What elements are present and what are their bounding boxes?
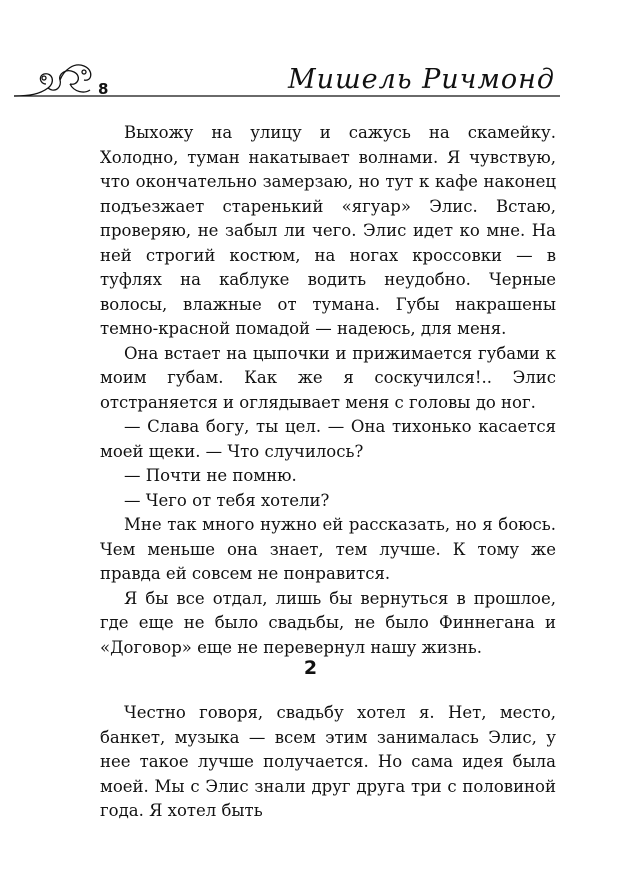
author-name: Мишель Ричмонд	[288, 64, 555, 95]
running-header	[0, 50, 621, 110]
body-text	[100, 121, 556, 660]
paragraph: Выхожу на улицу и сажусь на скамейку. Холодно, туман накатывает волнами. Я чувствую, что окончательно замерзаю, но тут к кафе наконец подъезжает старенький «ягуар» Элис. Встаю, проверяю, не забыл ли чего. Элис идет ко мне. На ней строгий костюм, на ногах кроссовки — в туфлях на каблуке водить неудобно. Черные волосы, влажные от тумана. Губы накрашены темно-красной помадой — надеюсь, для меня.	[100, 123, 556, 338]
paragraph: — Почти не помню.	[124, 466, 297, 485]
paragraph: — Чего от тебя хотели?	[124, 490, 330, 510]
paragraph: Она встает на цыпочки и прижимается губами к моим губам. Как же я соскучился!.. Элис отстраняется и оглядывает меня с головы до ног.	[100, 343, 556, 412]
paragraph: Честно говоря, свадьбу хотел я. Нет, место, банкет, музыка — всем этим занималась Элис, у нее такое лучше получается. Но сама идея была моей. Мы с Элис знали друг друга три с половиной года. Я хотел быть	[100, 703, 556, 820]
paragraph: Мне так много нужно ей рассказать, но я боюсь. Чем меньше она знает, тем лучше. К тому же правда ей совсем не понравится.	[100, 515, 556, 583]
chapter-text	[100, 701, 556, 824]
paragraph: Я бы все отдал, лишь бы вернуться в прошлое, где еще не было свадьбы, не было Финнегана и «Договор» еще не перевернул нашу жизнь.	[100, 588, 556, 657]
chapter-heading: 2	[303, 657, 318, 679]
paragraph: — Слава богу, ты цел. — Она тихонько касается моей щеки. — Что случилось?	[100, 417, 556, 461]
page-number: 8	[98, 80, 109, 98]
